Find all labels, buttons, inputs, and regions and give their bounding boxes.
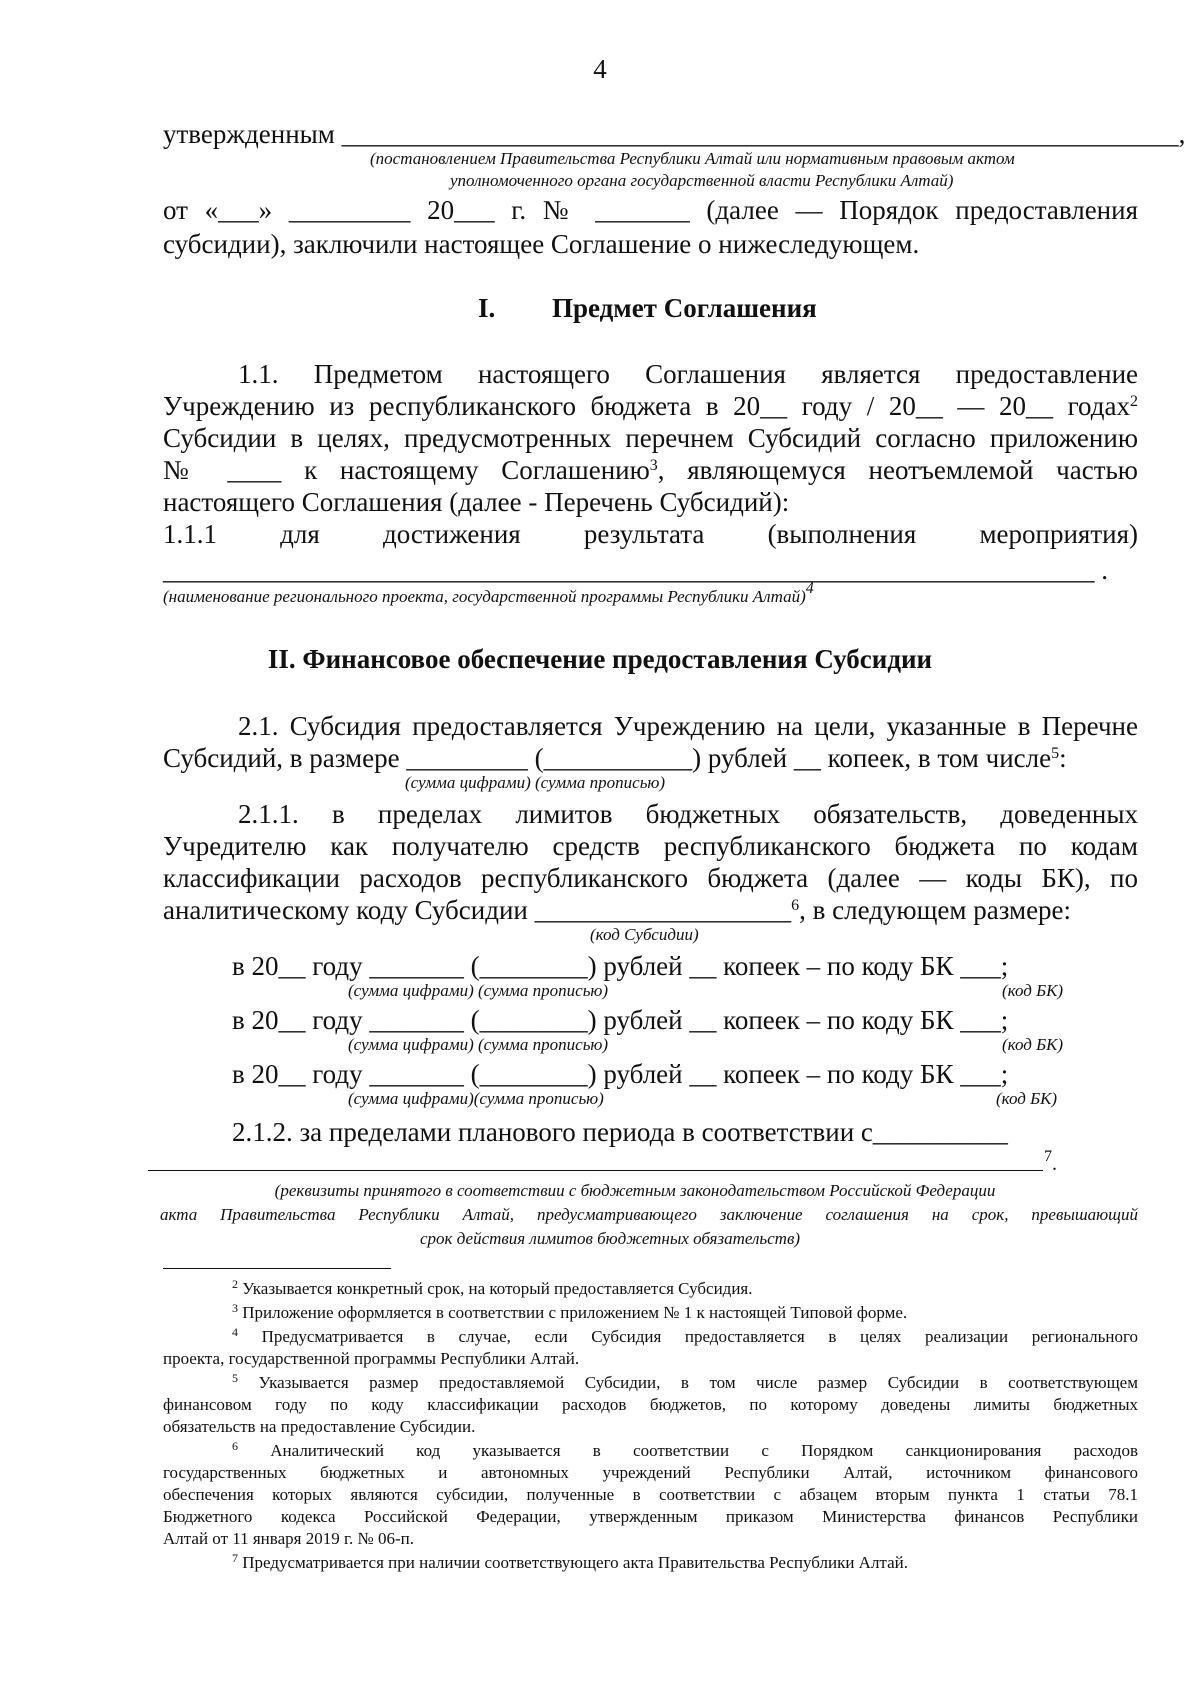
note-year-line-3-sum: (сумма цифрами)(сумма прописью) bbox=[348, 1089, 604, 1108]
para-2-1-2-line: 2.1.2. за пределами планового периода в соответствии с__________ bbox=[232, 1117, 1008, 1147]
approved-by-line: утвержденным ______________________________________________________________, bbox=[163, 119, 1186, 149]
project-name-blank: _____________________________________________________________________ . bbox=[163, 555, 1108, 585]
footnote-6-line-1: $^6$ Аналитический код указывается в соответствии с Порядком санкционирования расходов bbox=[232, 1439, 1139, 1460]
year-line-1: в 20__ году _______ (________) рублей __ копеек – по коду БК ___; bbox=[232, 951, 1009, 981]
para-2-1-1-line-1: 2.1.1. в пределах лимитов бюджетных обязательств, доведенных bbox=[238, 799, 1138, 829]
note-year-line-2-sum: (сумма цифрами) (сумма прописью) bbox=[348, 1035, 609, 1054]
para-2-1-line-2: Субсидий, в размере _________ (___________) рублей __ копеек, в том числе$^5$: bbox=[163, 743, 1067, 773]
note-approval-act: (постановлением Правительства Республики Алтай или нормативным правовым актом bbox=[370, 149, 1015, 168]
para-1-1-1-line: 1.1.1 для достижения результата (выполнения мероприятия) bbox=[163, 519, 1138, 549]
para-2-1-1-line-2: Учредителю как получателю средств республиканского бюджета по кодам bbox=[163, 831, 1138, 861]
para-2-1-line-1: 2.1. Субсидия предоставляется Учреждению на цели, указанные в Перечне bbox=[238, 711, 1138, 741]
date-number-line: от «___» _________ 20___ г. № _______ (далее — Порядок предоставления bbox=[163, 195, 1138, 225]
footnote-separator bbox=[163, 1268, 391, 1269]
year-line-2: в 20__ году _______ (________) рублей __ копеек – по коду БК ___; bbox=[232, 1005, 1009, 1035]
para-1-1-line-5: настоящего Соглашения (далее - Перечень Субсидий): bbox=[163, 487, 790, 517]
note-year-line-2-code: (код БК) bbox=[1002, 1035, 1064, 1054]
act-details-footnote-ref: $^7$. bbox=[1044, 1148, 1057, 1175]
page-number: 4 bbox=[593, 54, 607, 84]
act-details-blank bbox=[148, 1170, 1043, 1171]
footnote-6-line-3: обеспечения которых являются субсидии, полученные в соответствии с абзацем вторым пункта 1 статьи 78.1 bbox=[163, 1485, 1138, 1504]
footnote-6-line-5: Алтай от 11 января 2019 г. № 06-п. bbox=[163, 1529, 414, 1548]
para-1-1-line-2: Учреждению из республиканского бюджета в 20__ году / 20__ — 20__ годах$^2$ bbox=[163, 391, 1138, 421]
note-act-details-2: акта Правительства Республики Алтай, предусматривающего заключение соглашения на срок, превышающий bbox=[160, 1205, 1138, 1224]
footnote-3: $^3$ Приложение оформляется в соответствии с приложением № 1 к настоящей Типовой форме. bbox=[232, 1301, 908, 1322]
note-year-line-1-sum: (сумма цифрами) (сумма прописью) bbox=[348, 981, 609, 1000]
para-1-1-line-3: Субсидии в целях, предусмотренных перечнем Субсидий согласно приложению bbox=[163, 423, 1138, 453]
note-approval-authority: уполномоченного органа государственной власти Республики Алтай) bbox=[450, 171, 954, 190]
footnote-6-line-4: Бюджетного кодекса Российской Федерации, утвержденным приказом Министерства финансов Республики bbox=[163, 1507, 1138, 1526]
footnote-4-line-1: $^4$ Предусматривается в случае, если Субсидия предоставляется в целях реализации регионального bbox=[232, 1325, 1139, 1346]
footnote-7: $^7$ Предусматривается при наличии соответствующего акта Правительства Республики Алтай. bbox=[232, 1551, 908, 1572]
note-year-line-1-code: (код БК) bbox=[1002, 981, 1064, 1000]
para-2-1-1-line-3: классификации расходов республиканского бюджета (далее — коды БК), по bbox=[163, 863, 1138, 893]
note-project-name: (наименование регионального проекта, государственной программы Республики Алтай)$^4$ bbox=[163, 580, 814, 606]
agreement-concluded-line: субсидии), заключили настоящее Соглашение о нижеследующем. bbox=[163, 229, 920, 259]
para-1-1-line-1: 1.1. Предметом настоящего Соглашения является предоставление bbox=[238, 359, 1138, 389]
footnote-5-line-2: финансовом году по коду классификации расходов бюджетов, по которому доведены лимиты бюджетных bbox=[163, 1395, 1138, 1414]
section-2-title: II. Финансовое обеспечение предоставления Субсидии bbox=[267, 644, 933, 674]
note-sum: (сумма цифрами) (сумма прописью) bbox=[405, 773, 666, 792]
note-act-details-3: срок действия лимитов бюджетных обязательств) bbox=[419, 1229, 801, 1248]
section-1-title: Предмет Соглашения bbox=[552, 293, 817, 323]
footnote-4-line-2: проекта, государственной программы Республики Алтай. bbox=[163, 1349, 580, 1368]
footnote-5-line-1: $^5$ Указывается размер предоставляемой Субсидии, в том числе размер Субсидии в соответствующем bbox=[232, 1371, 1138, 1392]
note-act-details-1: (реквизиты принятого в соответствии с бюджетным законодательством Российской Федерации bbox=[274, 1181, 996, 1200]
footnote-6-line-2: государственных бюджетных и автономных учреждений Республики Алтай, источником финансового bbox=[163, 1463, 1138, 1482]
footnote-5-line-3: обязательств на предоставление Субсидии. bbox=[163, 1417, 476, 1436]
footnote-2: $^2$ Указывается конкретный срок, на который предоставляется Субсидия. bbox=[232, 1277, 753, 1298]
para-2-1-1-line-4: аналитическому коду Субсидии ___________________$^6$, в следующем размере: bbox=[163, 895, 1072, 925]
section-1-number: I. bbox=[478, 293, 496, 323]
note-subsidy-code: (код Субсидии) bbox=[590, 925, 699, 944]
para-1-1-line-4: № ____ к настоящему Соглашению$^3$, являющемуся неотъемлемой частью bbox=[163, 455, 1138, 485]
year-line-3: в 20__ году _______ (________) рублей __ копеек – по коду БК ___; bbox=[232, 1059, 1009, 1089]
note-year-line-3-code: (код БК) bbox=[996, 1089, 1058, 1108]
